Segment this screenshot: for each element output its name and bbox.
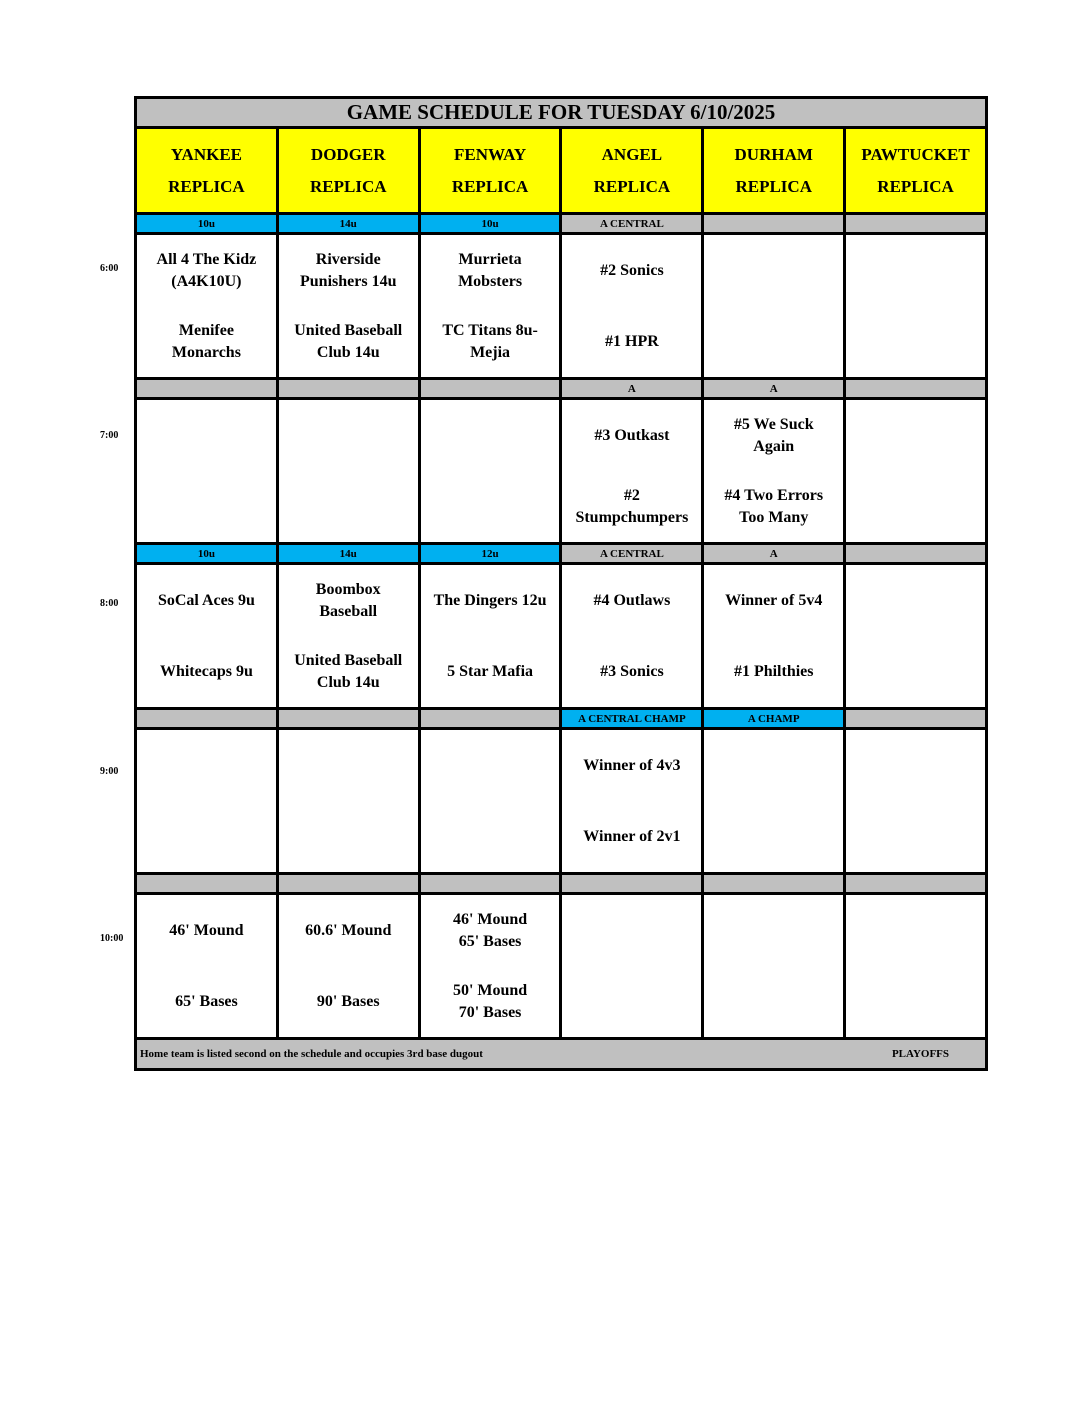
time-label: 7:00 bbox=[100, 430, 119, 441]
away-team bbox=[846, 565, 985, 636]
field-type: REPLICA bbox=[593, 176, 671, 196]
game-cell bbox=[137, 400, 279, 542]
away-team: Winner of 4v3 bbox=[583, 756, 681, 774]
away-team bbox=[704, 235, 843, 306]
home-team: #2 Stumpchumpers bbox=[575, 486, 689, 526]
division-label bbox=[137, 875, 279, 892]
game-cell bbox=[704, 730, 846, 872]
field-name: DURHAM bbox=[734, 144, 813, 164]
home-team bbox=[704, 801, 843, 872]
home-team bbox=[846, 471, 985, 542]
away-team bbox=[421, 730, 560, 801]
division-label bbox=[846, 545, 985, 562]
division-label-row bbox=[137, 875, 985, 895]
game-cell bbox=[846, 730, 985, 872]
division-label-row bbox=[137, 215, 985, 235]
away-team bbox=[279, 730, 418, 801]
field-type: REPLICA bbox=[168, 176, 245, 196]
field-type: REPLICA bbox=[451, 176, 529, 196]
division-label-row bbox=[137, 545, 985, 565]
time-label: 10:00 bbox=[100, 933, 124, 944]
division-label bbox=[704, 875, 846, 892]
game-row bbox=[137, 895, 985, 1040]
home-team: #1 Philthies bbox=[733, 662, 814, 680]
game-cell bbox=[846, 895, 985, 1037]
home-team: Whitecaps 9u bbox=[159, 662, 253, 680]
away-team: #2 Sonics bbox=[600, 261, 664, 279]
division-label: A bbox=[704, 545, 846, 562]
field-header-yankee bbox=[137, 129, 279, 212]
away-team: 46' Mound 65' Bases bbox=[452, 910, 528, 950]
field-type: REPLICA bbox=[309, 176, 387, 196]
field-type: REPLICA bbox=[735, 176, 812, 196]
game-cell bbox=[137, 235, 279, 377]
field-header-durham bbox=[704, 129, 846, 212]
field-header-row bbox=[137, 129, 985, 215]
away-team: Murrieta Mobsters bbox=[458, 250, 523, 290]
division-label bbox=[137, 710, 279, 727]
home-team bbox=[704, 306, 843, 377]
field-name: ANGEL bbox=[601, 144, 663, 164]
game-cell bbox=[562, 895, 704, 1037]
home-team bbox=[137, 471, 276, 542]
footer-legend: PLAYOFFS bbox=[891, 1048, 949, 1060]
field-header-dodger bbox=[279, 129, 421, 212]
away-team bbox=[137, 400, 276, 471]
away-team: 46' Mound bbox=[169, 921, 244, 939]
division-label: 10u bbox=[137, 215, 279, 232]
away-team: #3 Outkast bbox=[594, 426, 670, 444]
home-team: #4 Two Errors Too Many bbox=[724, 486, 824, 526]
away-team: #4 Outlaws bbox=[593, 591, 671, 609]
division-label: 12u bbox=[421, 545, 563, 562]
division-label bbox=[846, 875, 985, 892]
division-label bbox=[562, 875, 704, 892]
away-team: The Dingers 12u bbox=[433, 591, 547, 609]
away-team: Boombox Baseball bbox=[315, 580, 381, 620]
game-cell bbox=[279, 400, 421, 542]
home-team bbox=[137, 801, 276, 872]
game-cell bbox=[421, 730, 563, 872]
home-team bbox=[846, 306, 985, 377]
game-row bbox=[137, 730, 985, 875]
division-label bbox=[846, 380, 985, 397]
field-header-fenway bbox=[421, 129, 563, 212]
home-team: United Baseball Club 14u bbox=[294, 321, 403, 361]
away-team bbox=[421, 400, 560, 471]
division-label: A CHAMP bbox=[704, 710, 846, 727]
game-cell bbox=[421, 400, 563, 542]
game-cell bbox=[562, 565, 704, 707]
home-team bbox=[846, 801, 985, 872]
division-label bbox=[279, 875, 421, 892]
game-row bbox=[137, 565, 985, 710]
away-team bbox=[846, 895, 985, 966]
home-team: TC Titans 8u- Mejia bbox=[442, 321, 538, 361]
game-cell bbox=[562, 235, 704, 377]
home-team: United Baseball Club 14u bbox=[294, 651, 403, 691]
game-cell bbox=[137, 730, 279, 872]
game-cell bbox=[846, 565, 985, 707]
away-team: SoCal Aces 9u bbox=[157, 591, 255, 609]
away-team bbox=[846, 400, 985, 471]
game-cell bbox=[421, 565, 563, 707]
away-team bbox=[279, 400, 418, 471]
division-label: 14u bbox=[279, 215, 421, 232]
away-team bbox=[704, 895, 843, 966]
field-name: DODGER bbox=[310, 144, 386, 164]
division-label bbox=[421, 875, 563, 892]
footer-row bbox=[137, 1040, 985, 1068]
time-label: 6:00 bbox=[100, 263, 119, 274]
game-cell bbox=[279, 565, 421, 707]
division-label: A bbox=[562, 380, 704, 397]
away-team: Winner of 5v4 bbox=[725, 591, 823, 609]
game-cell bbox=[421, 895, 563, 1037]
division-label bbox=[846, 710, 985, 727]
division-label: A bbox=[704, 380, 846, 397]
game-cell bbox=[846, 400, 985, 542]
away-team bbox=[704, 730, 843, 801]
away-team bbox=[562, 895, 701, 966]
division-label bbox=[421, 710, 563, 727]
division-label: A CENTRAL CHAMP bbox=[562, 710, 704, 727]
home-team bbox=[704, 966, 843, 1037]
game-cell bbox=[279, 235, 421, 377]
away-team: #5 We Suck Again bbox=[733, 415, 814, 455]
home-team: 65' Bases bbox=[175, 992, 238, 1010]
game-cell bbox=[562, 400, 704, 542]
game-cell bbox=[704, 895, 846, 1037]
schedule-title: GAME SCHEDULE FOR TUESDAY 6/10/2025 bbox=[137, 99, 985, 129]
game-cell bbox=[279, 895, 421, 1037]
home-team: #3 Sonics bbox=[600, 662, 664, 680]
division-label bbox=[137, 380, 279, 397]
field-name: YANKEE bbox=[170, 144, 242, 164]
division-label: A CENTRAL bbox=[562, 545, 704, 562]
away-team bbox=[137, 730, 276, 801]
field-name: FENWAY bbox=[454, 144, 527, 164]
field-header-pawtucket bbox=[846, 129, 985, 212]
game-row bbox=[137, 235, 985, 380]
division-label bbox=[846, 215, 985, 232]
home-team: 90' Bases bbox=[316, 992, 380, 1010]
division-label bbox=[279, 710, 421, 727]
division-label bbox=[279, 380, 421, 397]
time-label: 9:00 bbox=[100, 766, 119, 777]
field-name: PAWTUCKET bbox=[861, 144, 970, 164]
game-cell bbox=[137, 565, 279, 707]
away-team: Riverside Punishers 14u bbox=[300, 250, 397, 290]
division-label: 10u bbox=[137, 545, 279, 562]
home-team: 5 Star Mafia bbox=[447, 662, 534, 680]
division-label: 10u bbox=[421, 215, 563, 232]
home-team bbox=[421, 801, 560, 872]
game-cell bbox=[279, 730, 421, 872]
away-team bbox=[846, 235, 985, 306]
division-label: A CENTRAL bbox=[562, 215, 704, 232]
away-team: 60.6' Mound bbox=[305, 921, 392, 939]
home-team bbox=[421, 471, 560, 542]
home-team bbox=[846, 636, 985, 707]
division-label-row bbox=[137, 710, 985, 730]
division-label bbox=[421, 380, 563, 397]
footer-note: Home team is listed second on the schedule and occupies 3rd base dugout bbox=[140, 1048, 483, 1060]
home-team: #1 HPR bbox=[605, 332, 659, 350]
away-team bbox=[846, 730, 985, 801]
game-cell bbox=[704, 565, 846, 707]
schedule-table bbox=[134, 96, 988, 1071]
division-label bbox=[704, 215, 846, 232]
field-header-angel bbox=[562, 129, 704, 212]
home-team: Menifee Monarchs bbox=[171, 321, 241, 361]
home-team: 50' Mound 70' Bases bbox=[452, 981, 528, 1021]
game-cell bbox=[421, 235, 563, 377]
away-team: All 4 The Kidz (A4K10U) bbox=[156, 250, 257, 290]
division-label: 14u bbox=[279, 545, 421, 562]
game-cell bbox=[562, 730, 704, 872]
game-cell bbox=[704, 400, 846, 542]
game-row bbox=[137, 400, 985, 545]
home-team: Winner of 2v1 bbox=[583, 827, 681, 845]
home-team bbox=[279, 801, 418, 872]
division-label-row bbox=[137, 380, 985, 400]
home-team bbox=[279, 471, 418, 542]
game-cell bbox=[846, 235, 985, 377]
home-team bbox=[846, 966, 985, 1037]
game-cell bbox=[704, 235, 846, 377]
game-cell bbox=[137, 895, 279, 1037]
home-team bbox=[562, 966, 701, 1037]
field-type: REPLICA bbox=[877, 176, 954, 196]
time-label: 8:00 bbox=[100, 598, 119, 609]
